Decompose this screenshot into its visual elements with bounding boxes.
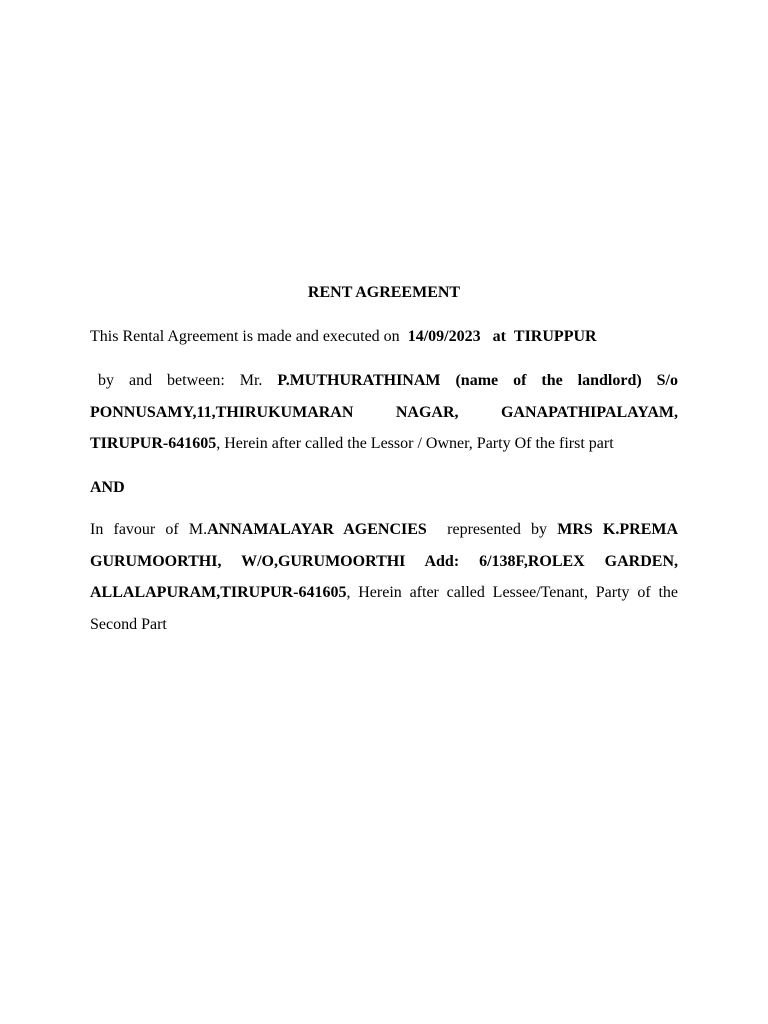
and-separator: AND (90, 479, 125, 496)
intro-text: This Rental Agreement is made and executed on (90, 328, 400, 345)
lessor-paragraph (90, 365, 678, 460)
agreement-date: 14/09/2023 (407, 328, 481, 345)
lessee-company: ANNAMALAYAR AGENCIES (207, 521, 427, 538)
at-word: at (492, 328, 506, 345)
document-title: RENT AGREEMENT (307, 284, 461, 301)
agreement-place: TIRUPPUR (513, 328, 597, 345)
agreement-intro (90, 327, 680, 347)
lessor-name: P.MUTHURATHINAM (name of the landlord) S/o PONNUSAMY,11,THIRUKUMARAN NAGAR, GANAPATHIPALAYAM, TIRUPUR-641605 (90, 372, 678, 452)
lessor-suffix: , Herein after called the Lessor / Owner, Party Of the first part (216, 435, 614, 452)
lessee-paragraph (90, 514, 678, 640)
lessee-prefix: In favour of M. (90, 521, 208, 538)
lessor-prefix: by and between: Mr. (98, 372, 263, 389)
represented-by: represented by (447, 521, 548, 538)
lessee-representative: MRS K.PREMA GURUMOORTHI, W/O,GURUMOORTHI Add: 6/138F,ROLEX GARDEN, ALLALAPURAM,TIRUPUR-641605 (90, 521, 679, 601)
lessee-suffix: , Herein after called Lessee/Tenant, Party of the Second Part (90, 584, 678, 633)
